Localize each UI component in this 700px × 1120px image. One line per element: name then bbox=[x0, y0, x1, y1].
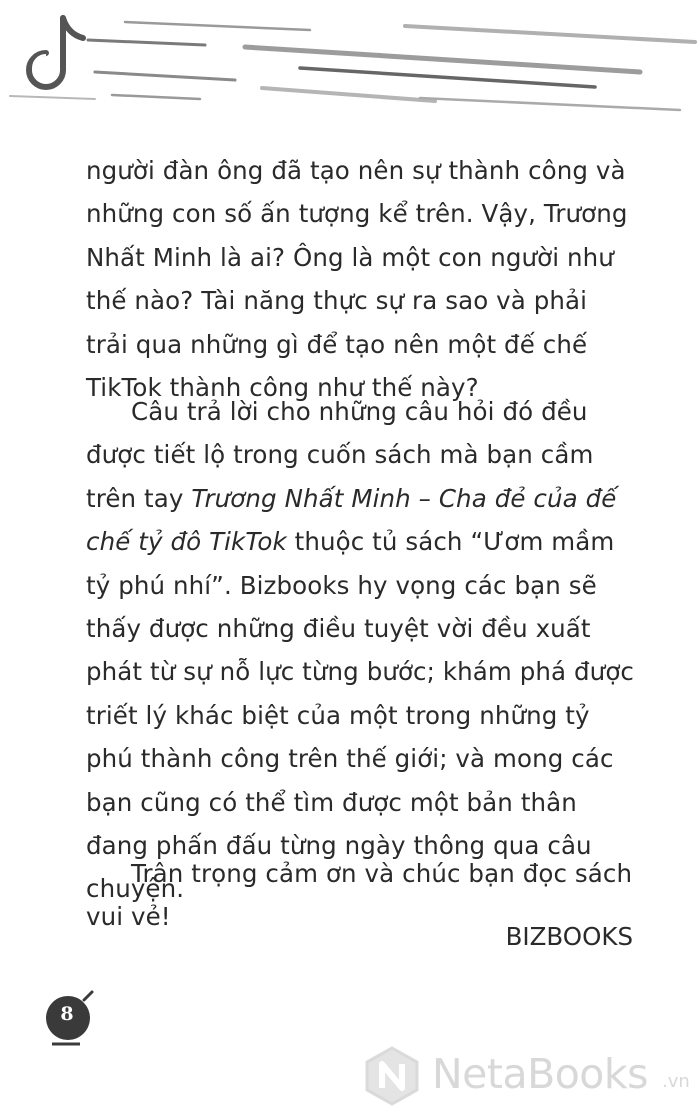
watermark-suffix: .vn bbox=[662, 1071, 690, 1092]
book-title: Trương Nhất Minh – Cha đẻ của đế chế tỷ đô TikTok bbox=[86, 483, 617, 557]
tiktok-note-icon bbox=[29, 15, 83, 87]
paragraph-thanks: Trân trọng cảm ơn và chúc bạn đọc sách vui vẻ! bbox=[86, 859, 633, 932]
watermark-brand: NetaBooks bbox=[432, 1050, 648, 1098]
header-speed-lines bbox=[0, 0, 700, 120]
signature: BIZBOOKS bbox=[505, 922, 633, 951]
paragraph-book-info bbox=[86, 390, 634, 911]
page-number: 8 bbox=[60, 1003, 74, 1025]
paragraph-text: thuộc tủ sách “Ươm mầm tỷ phú nhí”. Bizbooks hy vọng các bạn sẽ thấy được những điều tuyệt vời đều xuất phát từ sự nỗ lực từng bước; khám phá được triết lý khác biệt của một trong những tỷ phú thành công trên thế giới; và mong các bạn cũng có thể tìm được một bản thân đang phấn đấu từng ngày thông qua câu chuyện. bbox=[86, 527, 634, 904]
paragraph-intro: người đàn ông đã tạo nên sự thành công và những con số ấn tượng kể trên. Vậy, Trương Nhất Minh là ai? Ông là một con người như thế nào? Tài năng thực sự ra sao và phải trải qua những gì để tạo nên một đế chế TikTok thành công như thế này? bbox=[86, 156, 628, 403]
paragraph-text: Câu trả lời cho những câu hỏi đó đều được tiết lộ trong cuốn sách mà bạn cầm trên tay bbox=[86, 397, 594, 513]
